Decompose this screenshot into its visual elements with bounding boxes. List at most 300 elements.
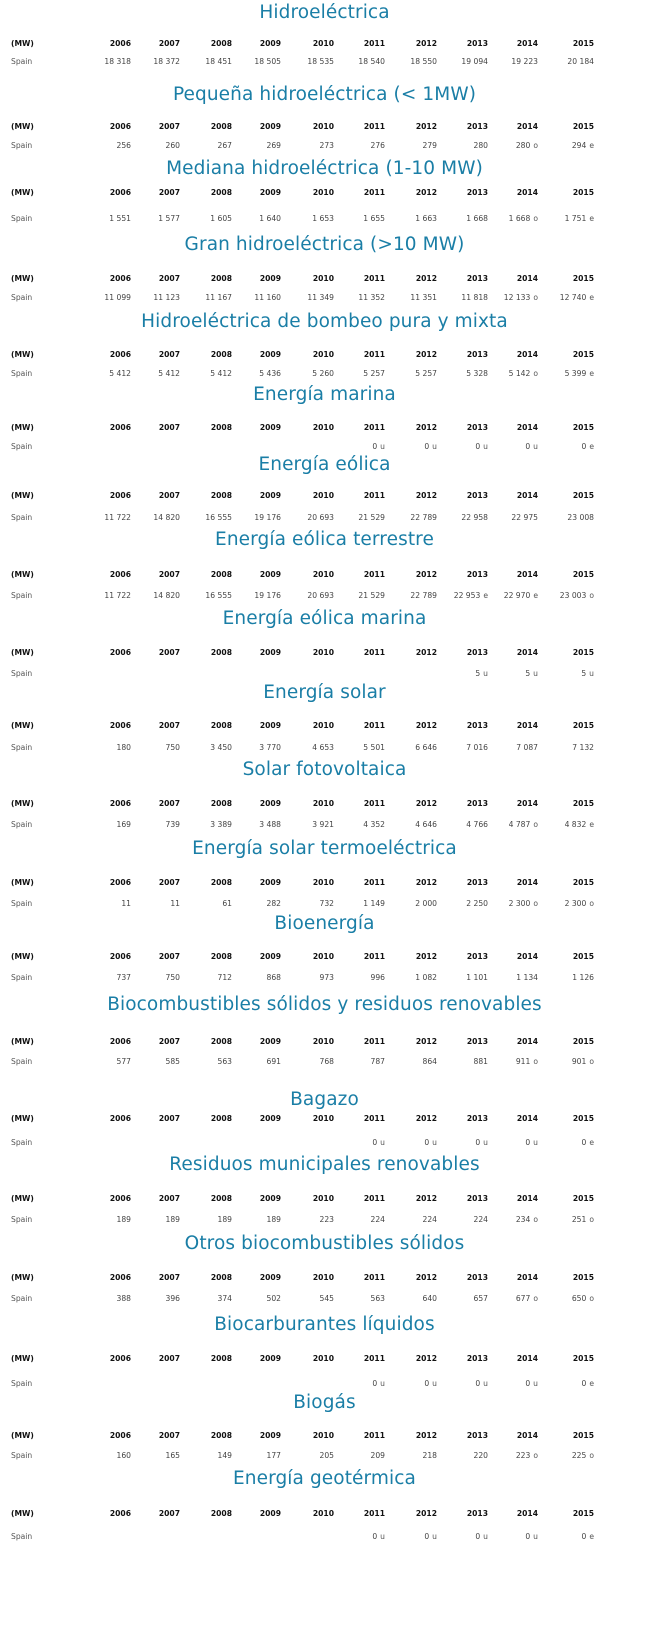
year-header: 2008 (210, 1273, 232, 1282)
value: 1 668 (466, 214, 488, 223)
value: 189 (165, 1215, 180, 1224)
year-header: 2010 (312, 1431, 334, 1440)
value: 5 257 (363, 369, 385, 378)
unit-label: (MW) (11, 799, 34, 808)
data-flag: o (589, 591, 594, 600)
value: 256 (116, 141, 131, 150)
value-cell (120, 140, 180, 152)
value: 7 016 (466, 743, 488, 752)
year-header: 2012 (415, 122, 437, 131)
value-cell (534, 819, 594, 831)
year-header: 2006 (109, 1431, 131, 1440)
table-row (0, 972, 649, 984)
table-row (0, 292, 649, 304)
section-title: Otros biocombustibles sólidos (184, 1233, 465, 1254)
year-header: 2012 (415, 491, 437, 500)
value-cell (325, 1531, 385, 1543)
table-row (0, 56, 649, 68)
value-cell (325, 292, 385, 304)
value-cell (478, 1214, 538, 1226)
value-cell (478, 1137, 538, 1149)
year-header: 2012 (415, 1194, 437, 1203)
year-header: 2009 (259, 1431, 281, 1440)
year-header: 2009 (259, 122, 281, 131)
unit-label: (MW) (11, 274, 34, 283)
year-header: 2008 (210, 1037, 232, 1046)
value: 737 (116, 973, 131, 982)
unit-label: (MW) (11, 188, 34, 197)
year-header: 2012 (415, 648, 437, 657)
table-row (0, 742, 649, 754)
unit-label: (MW) (11, 122, 34, 131)
value: 282 (266, 899, 281, 908)
year-header: 2013 (466, 39, 488, 48)
year-header: 2009 (259, 350, 281, 359)
year-header: 2006 (109, 1194, 131, 1203)
unit-label: (MW) (11, 1194, 34, 1203)
value: 1 149 (363, 899, 385, 908)
value-cell (478, 1293, 538, 1305)
value: 1 605 (210, 214, 232, 223)
value: 19 176 (254, 513, 281, 522)
year-header: 2015 (572, 799, 594, 808)
value: 5 436 (259, 369, 281, 378)
value: 22 958 (461, 513, 488, 522)
year-header: 2011 (363, 878, 385, 887)
section-title: Hidroeléctrica (259, 2, 390, 23)
value-cell (221, 1450, 281, 1462)
country-label: Spain (11, 1294, 33, 1303)
value-cell (120, 590, 180, 602)
table-row (0, 213, 649, 225)
section-title: Bagazo (290, 1089, 359, 1110)
data-flag: u (432, 1532, 437, 1541)
year-header: 2006 (109, 274, 131, 283)
value-cell (534, 56, 594, 68)
value: 1 101 (466, 973, 488, 982)
year-header: 2007 (158, 952, 180, 961)
value: 180 (116, 743, 131, 752)
year-header: 2009 (259, 1114, 281, 1123)
value-cell (534, 590, 594, 602)
value-cell (534, 140, 594, 152)
value-cell (478, 590, 538, 602)
value-cell (325, 1293, 385, 1305)
value: 260 (165, 141, 180, 150)
value: 224 (473, 1215, 488, 1224)
value: 750 (165, 973, 180, 982)
value-cell (478, 819, 538, 831)
value: 7 087 (516, 743, 538, 752)
country-label: Spain (11, 513, 33, 522)
value: 1 640 (259, 214, 281, 223)
value: 269 (266, 141, 281, 150)
value: 4 766 (466, 820, 488, 829)
value-cell (534, 512, 594, 524)
year-header: 2014 (516, 1273, 538, 1282)
value-cell (534, 1056, 594, 1068)
value: 18 505 (254, 57, 281, 66)
value: 1 668 (508, 214, 531, 223)
value-cell (478, 972, 538, 984)
value-cell (325, 368, 385, 380)
year-header: 2010 (312, 1354, 334, 1363)
value: 502 (266, 1294, 281, 1303)
value: 267 (217, 141, 232, 150)
value: 0 (525, 1138, 531, 1147)
value-cell (325, 898, 385, 910)
value: 0 (372, 442, 378, 451)
year-header: 2015 (572, 721, 594, 730)
value: 5 (475, 669, 481, 678)
data-flag: u (380, 442, 385, 451)
data-flag: o (533, 1057, 538, 1066)
year-header: 2011 (363, 188, 385, 197)
value: 585 (165, 1057, 180, 1066)
section-title: Energía solar (263, 682, 386, 703)
data-flag: u (380, 1532, 385, 1541)
value: 251 (571, 1215, 587, 1224)
value: 11 722 (104, 513, 131, 522)
data-flag: e (483, 591, 488, 600)
unit-label: (MW) (11, 570, 34, 579)
year-header: 2013 (466, 188, 488, 197)
value: 19 094 (461, 57, 488, 66)
value-cell (221, 590, 281, 602)
year-header: 2012 (415, 799, 437, 808)
table-header-row (0, 798, 649, 810)
year-header: 2013 (466, 878, 488, 887)
unit-label: (MW) (11, 1037, 34, 1046)
country-label: Spain (11, 591, 33, 600)
year-header: 2008 (210, 721, 232, 730)
year-header: 2015 (572, 350, 594, 359)
table-header-row (0, 1193, 649, 1205)
value: 0 (372, 1379, 378, 1388)
data-flag: o (533, 1215, 538, 1224)
section-title: Bioenergía (274, 913, 375, 934)
value-cell (534, 292, 594, 304)
value-cell (120, 1056, 180, 1068)
data-flag: u (483, 1379, 488, 1388)
table-row (0, 590, 649, 602)
value: 1 134 (516, 973, 538, 982)
data-flag: u (483, 1532, 488, 1541)
year-header: 2009 (259, 39, 281, 48)
year-header: 2007 (158, 570, 180, 579)
section-title: Energía eólica terrestre (215, 529, 434, 550)
table-header-row (0, 1113, 649, 1125)
value: 545 (319, 1294, 334, 1303)
year-header: 2010 (312, 1509, 334, 1518)
value: 20 693 (307, 513, 334, 522)
value-cell (478, 1378, 538, 1390)
value-cell (325, 1378, 385, 1390)
data-flag: o (533, 293, 538, 302)
value: 4 646 (415, 820, 437, 829)
value: 996 (370, 973, 385, 982)
value: 1 663 (415, 214, 437, 223)
data-flag: e (589, 369, 594, 378)
year-header: 2009 (259, 878, 281, 887)
value: 18 451 (205, 57, 232, 66)
year-header: 2007 (158, 878, 180, 887)
data-flag: e (589, 214, 594, 223)
data-flag: e (589, 1138, 594, 1147)
value: 1 751 (564, 214, 587, 223)
table-header-row (0, 187, 649, 199)
value: 280 (473, 141, 488, 150)
country-label: Spain (11, 293, 33, 302)
data-flag: u (483, 442, 488, 451)
data-flag: u (533, 442, 538, 451)
unit-label: (MW) (11, 1431, 34, 1440)
table-header-row (0, 273, 649, 285)
data-flag: o (589, 899, 594, 908)
value: 18 535 (307, 57, 334, 66)
data-flag: e (589, 293, 594, 302)
section-title: Energía geotérmica (232, 1468, 416, 1489)
table-row (0, 1137, 649, 1149)
value: 2 300 (564, 899, 587, 908)
year-header: 2012 (415, 570, 437, 579)
year-header: 2007 (158, 350, 180, 359)
year-header: 2013 (466, 721, 488, 730)
value: 3 488 (259, 820, 281, 829)
section-title: Biocombustibles sólidos y residuos renovables (107, 994, 542, 1015)
data-flag: o (589, 1057, 594, 1066)
data-flag: e (589, 442, 594, 451)
country-label: Spain (11, 369, 33, 378)
value: 5 260 (312, 369, 334, 378)
year-header: 2011 (363, 1354, 385, 1363)
year-header: 2013 (466, 1114, 488, 1123)
value: 18 372 (153, 57, 180, 66)
year-header: 2010 (312, 952, 334, 961)
value: 11 099 (104, 293, 131, 302)
value: 22 953 (453, 591, 481, 600)
year-header: 2015 (572, 1273, 594, 1282)
value: 5 412 (210, 369, 232, 378)
value-cell (221, 140, 281, 152)
value: 3 450 (210, 743, 232, 752)
year-header: 2014 (516, 648, 538, 657)
value: 23 008 (567, 513, 594, 522)
section-title: Energía solar termoeléctrica (192, 838, 457, 859)
table-header-row (0, 1430, 649, 1442)
data-flag: o (589, 1451, 594, 1460)
year-header: 2006 (109, 1273, 131, 1282)
value: 11 352 (358, 293, 385, 302)
value: 2 000 (415, 899, 437, 908)
year-header: 2012 (415, 1431, 437, 1440)
data-flag: u (483, 1138, 488, 1147)
value: 388 (116, 1294, 131, 1303)
value: 220 (473, 1451, 488, 1460)
year-header: 2006 (109, 39, 131, 48)
value-cell (534, 668, 594, 680)
value-cell (120, 742, 180, 754)
value-cell (478, 1531, 538, 1543)
year-header: 2011 (363, 122, 385, 131)
value-cell (534, 1214, 594, 1226)
table-header-row (0, 121, 649, 133)
value-cell (325, 140, 385, 152)
value: 11 351 (410, 293, 437, 302)
table-row (0, 368, 649, 380)
value-cell (478, 292, 538, 304)
year-header: 2014 (516, 274, 538, 283)
table-header-row (0, 1036, 649, 1048)
value-cell (221, 368, 281, 380)
year-header: 2014 (516, 952, 538, 961)
country-label: Spain (11, 973, 33, 982)
value: 0 (372, 1532, 378, 1541)
year-header: 2007 (158, 1431, 180, 1440)
value-cell (325, 590, 385, 602)
year-header: 2011 (363, 721, 385, 730)
value: 22 970 (503, 591, 531, 600)
value-cell (478, 1056, 538, 1068)
country-label: Spain (11, 1532, 33, 1541)
data-flag: u (533, 669, 538, 678)
year-header: 2014 (516, 39, 538, 48)
year-header: 2015 (572, 274, 594, 283)
value-cell (534, 1531, 594, 1543)
year-header: 2008 (210, 570, 232, 579)
value-cell (478, 441, 538, 453)
country-label: Spain (11, 1215, 33, 1224)
year-header: 2012 (415, 1273, 437, 1282)
value: 11 722 (104, 591, 131, 600)
value: 5 412 (109, 369, 131, 378)
year-header: 2015 (572, 423, 594, 432)
value: 5 399 (564, 369, 587, 378)
value: 0 (372, 1138, 378, 1147)
year-header: 2008 (210, 1354, 232, 1363)
year-header: 2010 (312, 491, 334, 500)
year-header: 2013 (466, 1273, 488, 1282)
year-header: 2010 (312, 1114, 334, 1123)
value-cell (120, 1214, 180, 1226)
value-cell (478, 140, 538, 152)
data-flag: u (432, 442, 437, 451)
table-header-row (0, 569, 649, 581)
data-flag: u (533, 1138, 538, 1147)
year-header: 2006 (109, 1037, 131, 1046)
value: 11 (121, 899, 131, 908)
value-cell (221, 292, 281, 304)
value-cell (534, 1293, 594, 1305)
year-header: 2010 (312, 721, 334, 730)
year-header: 2015 (572, 878, 594, 887)
value: 563 (217, 1057, 232, 1066)
value: 5 (581, 669, 587, 678)
data-flag: o (589, 1294, 594, 1303)
year-header: 2013 (466, 648, 488, 657)
value-cell (120, 213, 180, 225)
value: 225 (571, 1451, 587, 1460)
table-header-row (0, 1272, 649, 1284)
data-flag: u (589, 669, 594, 678)
value: 7 132 (572, 743, 594, 752)
year-header: 2015 (572, 570, 594, 579)
year-header: 2008 (210, 1194, 232, 1203)
value: 280 (515, 141, 531, 150)
year-header: 2009 (259, 799, 281, 808)
value: 4 787 (508, 820, 531, 829)
year-header: 2015 (572, 1194, 594, 1203)
year-header: 2006 (109, 122, 131, 131)
value: 169 (116, 820, 131, 829)
value: 4 653 (312, 743, 334, 752)
table-row (0, 140, 649, 152)
section-title: Gran hidroeléctrica (>10 MW) (184, 234, 465, 255)
year-header: 2008 (210, 952, 232, 961)
value-cell (120, 819, 180, 831)
value: 374 (217, 1294, 232, 1303)
unit-label: (MW) (11, 1509, 34, 1518)
year-header: 2013 (466, 274, 488, 283)
data-flag: u (432, 1379, 437, 1388)
value-cell (120, 292, 180, 304)
value: 14 820 (153, 513, 180, 522)
value: 0 (525, 442, 531, 451)
year-header: 2014 (516, 721, 538, 730)
value-cell (120, 1293, 180, 1305)
year-header: 2007 (158, 1509, 180, 1518)
year-header: 2012 (415, 952, 437, 961)
year-header: 2006 (109, 1509, 131, 1518)
value-cell (325, 1137, 385, 1149)
year-header: 2011 (363, 1509, 385, 1518)
year-header: 2008 (210, 423, 232, 432)
value: 1 126 (572, 973, 594, 982)
value: 881 (473, 1057, 488, 1066)
table-row (0, 512, 649, 524)
value: 5 501 (363, 743, 385, 752)
year-header: 2012 (415, 423, 437, 432)
value: 234 (515, 1215, 531, 1224)
year-header: 2013 (466, 952, 488, 961)
value-cell (325, 213, 385, 225)
year-header: 2010 (312, 570, 334, 579)
year-header: 2014 (516, 1037, 538, 1046)
data-flag: e (589, 1379, 594, 1388)
country-label: Spain (11, 214, 33, 223)
year-header: 2010 (312, 1273, 334, 1282)
value: 640 (422, 1294, 437, 1303)
value: 911 (515, 1057, 531, 1066)
year-header: 2011 (363, 39, 385, 48)
year-header: 2007 (158, 188, 180, 197)
value: 0 (581, 442, 587, 451)
value: 2 300 (508, 899, 531, 908)
value: 11 160 (254, 293, 281, 302)
unit-label: (MW) (11, 721, 34, 730)
value: 1 551 (109, 214, 131, 223)
year-header: 2010 (312, 878, 334, 887)
year-header: 2006 (109, 648, 131, 657)
value-cell (325, 56, 385, 68)
value-cell (478, 56, 538, 68)
year-header: 2009 (259, 721, 281, 730)
value: 12 740 (559, 293, 587, 302)
country-label: Spain (11, 743, 33, 752)
year-header: 2011 (363, 1431, 385, 1440)
value-cell (221, 742, 281, 754)
year-header: 2013 (466, 491, 488, 500)
